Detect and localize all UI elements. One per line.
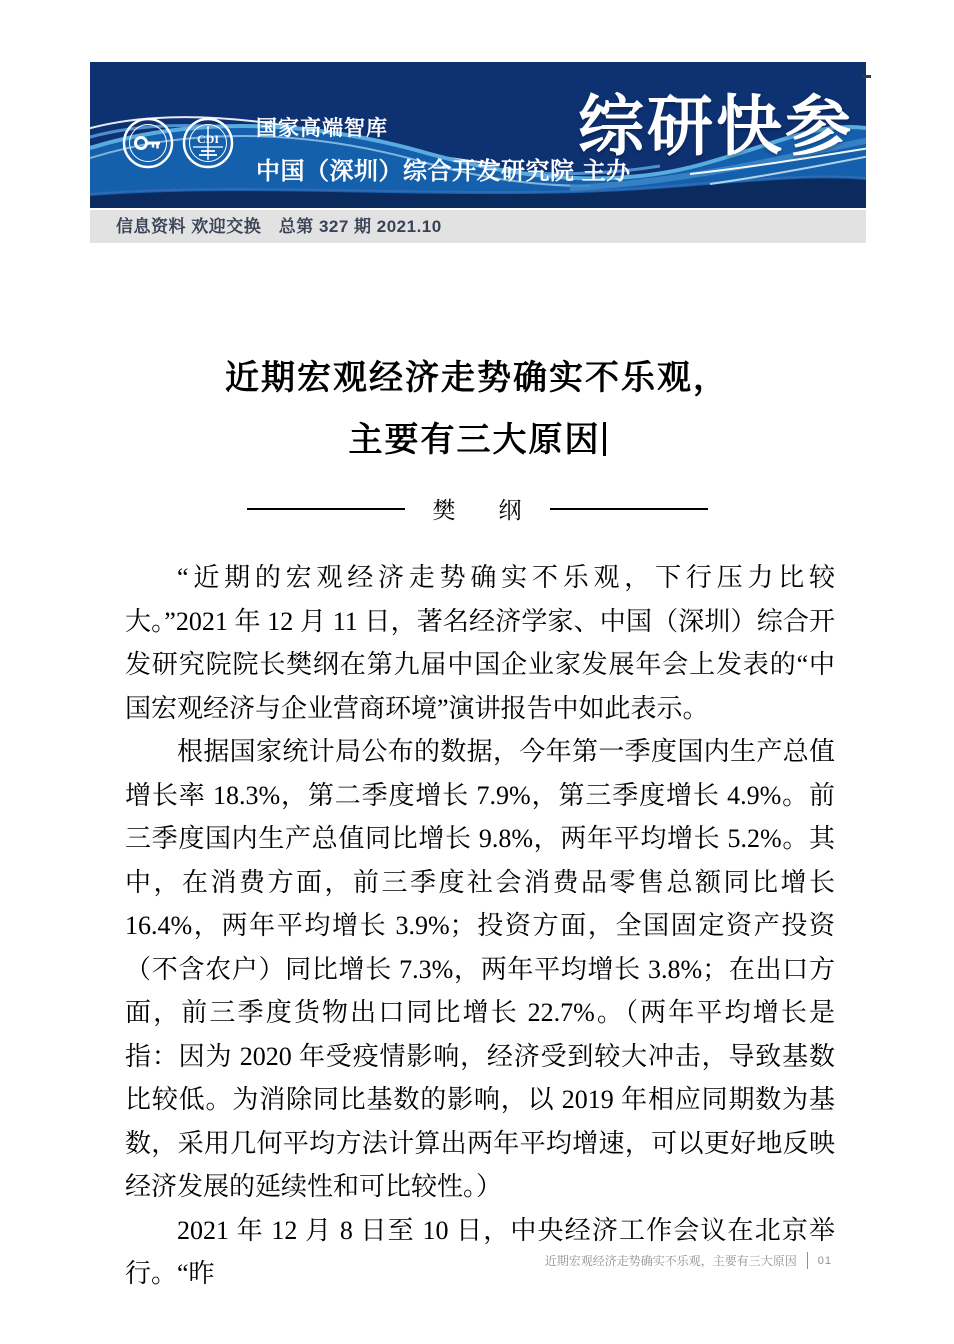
brand-think-tank-label: 国家高端智库 — [256, 117, 388, 140]
text-cursor — [603, 422, 606, 456]
article-title-line2: 主要有三大原因 — [348, 422, 601, 459]
footer-page-number: 01 — [817, 1254, 832, 1267]
article-title-line1: 近期宏观经济走势确实不乐观， — [225, 360, 729, 397]
logo-row — [122, 117, 234, 169]
page-footer — [545, 1252, 832, 1269]
cdi-logo-text: CDI — [196, 132, 220, 146]
issue-info-bar: 信息资料 欢迎交换 总第 327 期 2021.10 — [90, 210, 866, 243]
corner-tick-mark — [862, 75, 871, 78]
paragraph: 根据国家统计局公布的数据，今年第一季度国内生产总值增长率 18.3%，第二季度增长 7.9%，第三季度增长 4.9%。前三季度国内生产总值同比增长 9.8%，两年平均增长 5.2%。其中，在消费方面，前三季度社会消费品零售总额同比增长 16.4%，两年平均增长 3.9%；投资方面，全国固定资产投资（不含农户）同比增长 7.3%，两年平均增长 3.8%；在出口方面，前三季度货物出口同比增长 22.7%。（两年平均增长是指：因为 2020 年受疫情影响，经济受到较大冲击，导致基数比较低。为消除同比基数的影响，以 2019 年相应同期数为基数，采用几何平均方法计算出两年平均增速，可以更好地反映经济发展的延续性和可比较性。） — [125, 737, 835, 1201]
author-row — [0, 492, 954, 525]
author-rule-right — [550, 508, 708, 510]
publisher-brand — [256, 112, 631, 186]
cdi-logo-icon — [182, 117, 234, 169]
masthead-banner — [90, 62, 866, 208]
article-body — [125, 556, 835, 1296]
brand-host-label: 中国（深圳）综合开发研究院 主办 — [256, 158, 631, 185]
masthead-title: 综研快参 — [578, 89, 854, 163]
author-name: 樊 纲 — [432, 498, 532, 523]
footer-divider — [807, 1252, 808, 1269]
author-rule-left — [247, 508, 405, 510]
article-title — [0, 348, 954, 472]
paragraph: 2021 年 12 月 8 日至 10 日，中央经济工作会议在北京举行。“昨 — [125, 1215, 835, 1288]
think-tanks-key-logo-icon — [122, 117, 174, 169]
footer-running-title: 近期宏观经济走势确实不乐观，主要有三大原因 — [544, 1254, 797, 1268]
paragraph: “近期的宏观经济走势确实不乐观，下行压力比较大。”2021 年 12 月 11 日，著名经济学家、中国（深圳）综合开发研究院院长樊纲在第九届中国企业家发展年会上发表的“中国宏观经济与企业营商环境”演讲报告中如此表示。 — [125, 563, 835, 723]
